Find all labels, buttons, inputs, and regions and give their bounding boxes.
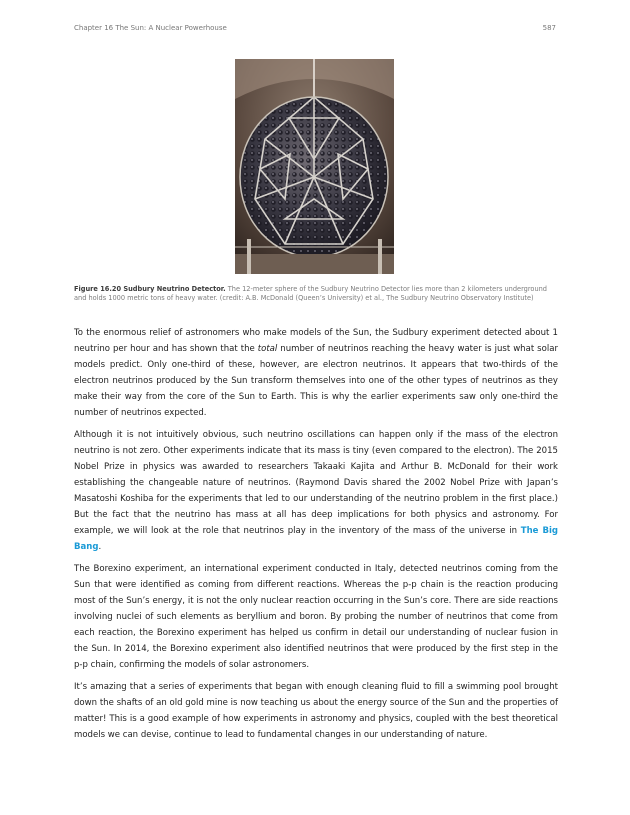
paragraph-1-text-b: number of neutrinos reaching the heavy water is just what solar models predict. Only one-third of these, however, are electron neutrinos. It appears that two-thirds of the electron neutrinos produced by the Sun transform themselves into one of the other types of neutrinos as they make their way from the core of the Sun to Earth. This is why the earlier experiments saw only one-third the number of neutrinos expected. bbox=[74, 344, 558, 418]
detector-sphere-illustration bbox=[235, 59, 394, 274]
paragraph-1 bbox=[74, 325, 558, 421]
paragraph-1-text-a: To the enormous relief of astronomers who make models of the Sun, the Sudbury experiment detected about 1 neutrino per hour and has shown that the bbox=[74, 328, 558, 354]
paragraph-3: The Borexino experiment, an international experiment conducted in Italy, detected neutrinos coming from the Sun that were identified as coming from different reactions. Whereas the p-p chain is the reaction producing most of the Sun’s energy, it is not the only nuclear reaction occurring in the Sun’s core. There are side reactions involving nuclei of such elements as beryllium and boron. By probing the number of neutrinos that come from each reaction, the Borexino experiment has helped us confirm in detail our understanding of nuclear fusion in the Sun. In 2014, the Borexino experiment also identified neutrinos that were produced by the first step in the p-p chain, confirming the models of solar astronomers. bbox=[74, 564, 558, 670]
running-header bbox=[74, 24, 556, 32]
emphasis-total: total bbox=[257, 344, 278, 354]
link-the-big-bang[interactable]: The Big Bang bbox=[74, 526, 559, 552]
body-text bbox=[74, 325, 558, 749]
paragraph-2 bbox=[74, 427, 558, 555]
figure-label: Figure 16.20 Sudbury Neutrino Detector. bbox=[74, 285, 226, 293]
chapter-title: Chapter 16 The Sun: A Nuclear Powerhouse bbox=[74, 24, 227, 32]
sudbury-detector-photo bbox=[235, 59, 394, 274]
figure-caption bbox=[74, 285, 558, 303]
paragraph-4: It’s amazing that a series of experiments that began with enough cleaning fluid to fill a swimming pool brought down the shafts of an old gold mine is now teaching us about the energy source of the Sun and the properties of matter! This is a good example of how experiments in astronomy and physics, coupled with the best theoretical models we can devise, continue to lead to fundamental changes in our understanding of nature. bbox=[74, 682, 558, 740]
page-number: 587 bbox=[542, 24, 556, 32]
cavern-floor bbox=[235, 254, 394, 274]
paragraph-2-text-a: Although it is not intuitively obvious, such neutrino oscillations can happen only if the mass of the electron neutrino is not zero. Other experiments indicate that its mass is tiny (even compared to the electron). The 2015 Nobel Prize in physics was awarded to researchers Takaaki Kajita and Arthur B. McDonald for their work establishing the changeable nature of neutrinos. (Raymond Davis shared the 2002 Nobel Prize with Japan’s Masatoshi Koshiba for the experiments that led to our understanding of the neutrino problem in the first place.) But the fact that the neutrino has mass at all has deep implications for both physics and astronomy. For example, we will look at the role that neutrinos play in the inventory of the mass of the universe in bbox=[74, 430, 558, 536]
figure-caption-text: The 12-meter sphere of the Sudbury Neutrino Detector lies more than 2 kilometers underground and holds 1000 metric tons of heavy water. (credit: A.B. McDonald (Queen’s University) et al., The Sudbury Neutrino Observatory Institute) bbox=[74, 285, 547, 303]
paragraph-2-text-b: . bbox=[98, 542, 102, 552]
railing-post-left bbox=[247, 239, 251, 274]
railing-post-right bbox=[378, 239, 382, 274]
